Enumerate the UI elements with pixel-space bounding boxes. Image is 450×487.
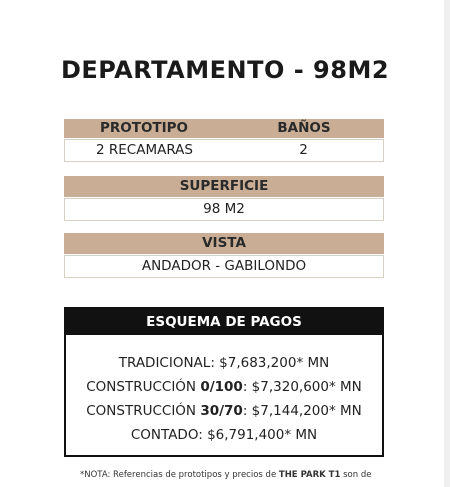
payment-label: TRADICIONAL:	[118, 355, 220, 371]
vista-header: VISTA	[64, 233, 384, 254]
payment-scheme-ratio: 0/100	[200, 379, 243, 395]
footnote-project-name: THE PARK T1	[278, 470, 341, 480]
payment-line-construccion-30-70	[66, 399, 382, 423]
footnote-prefix: *NOTA: Referencias de prototipos y precios de	[80, 470, 279, 480]
payment-label: CONSTRUCCIÓN	[86, 403, 201, 419]
footnote-suffix: son de	[340, 470, 372, 480]
payment-scheme-ratio: 30/70	[200, 403, 243, 419]
vista-value: ANDADOR - GABILONDO	[64, 255, 384, 278]
payment-label: CONSTRUCCIÓN	[86, 379, 201, 395]
payment-value: $7,683,200* MN	[219, 355, 330, 371]
payment-label: CONTADO:	[130, 427, 208, 443]
payment-value: $6,791,400* MN	[207, 427, 318, 443]
payment-line-construccion-0-100	[66, 375, 382, 399]
banos-value: 2	[299, 142, 308, 158]
prototipo-values	[64, 139, 384, 162]
page-title: DEPARTAMENTO - 98M2	[60, 56, 390, 84]
payment-line-tradicional	[66, 351, 382, 375]
banos-header-label: BAÑOS	[277, 120, 331, 136]
superficie-value: 98 M2	[64, 198, 384, 221]
prototipo-header	[64, 119, 384, 138]
prototipo-value: 2 RECAMARAS	[96, 142, 193, 158]
payment-value: : $7,320,600* MN	[242, 379, 362, 395]
superficie-header: SUPERFICIE	[64, 176, 384, 197]
footnote	[80, 470, 380, 480]
payment-lines	[66, 335, 382, 447]
payment-scheme-box	[64, 307, 384, 457]
payment-scheme-header: ESQUEMA DE PAGOS	[66, 309, 382, 335]
prototipo-header-label: PROTOTIPO	[99, 120, 189, 136]
payment-value: : $7,144,200* MN	[242, 403, 362, 419]
payment-line-contado	[66, 423, 382, 447]
